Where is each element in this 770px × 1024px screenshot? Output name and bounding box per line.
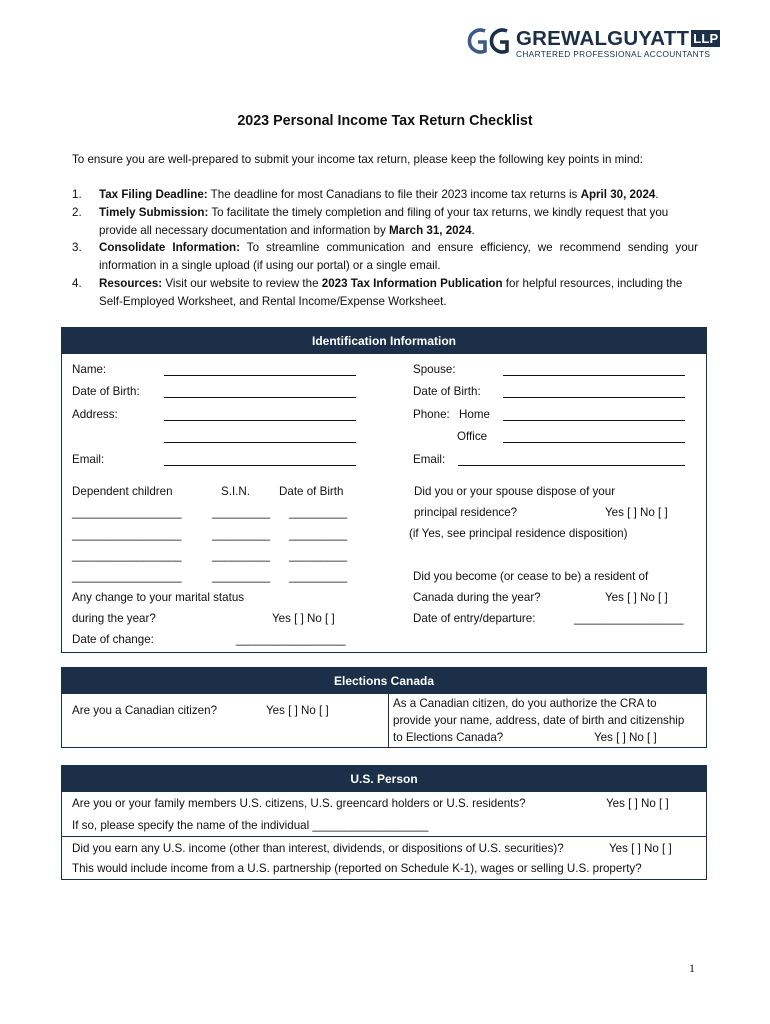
entry-departure-label: Date of entry/departure: (413, 612, 536, 625)
column-divider (388, 694, 389, 748)
us-citizen-yes-no[interactable]: Yes [ ] No [ ] (606, 797, 669, 810)
point-number: 1. (72, 188, 82, 201)
spouse-label: Spouse: (413, 363, 456, 376)
elections-canada-section (61, 667, 707, 748)
dob-field[interactable] (164, 397, 356, 398)
residence-note: (if Yes, see principal residence disposition) (409, 527, 628, 540)
phone-office-label: Office (457, 430, 488, 443)
point-number: 4. (72, 277, 82, 290)
entry-departure-field[interactable]: _________________ (574, 612, 684, 625)
dob-header: Date of Birth (279, 485, 344, 498)
us-person-section (61, 765, 707, 880)
point-number: 2. (72, 206, 82, 219)
citizen-question: Are you a Canadian citizen? (72, 704, 218, 717)
point-number: 3. (72, 241, 82, 254)
spouse-dob-label: Date of Birth: (413, 385, 481, 398)
date-of-change-field[interactable]: _________________ (236, 633, 346, 646)
resident-question-2: Canada during the year? (413, 591, 541, 604)
name-field[interactable] (164, 375, 356, 376)
email-label: Email: (72, 453, 105, 466)
dependent-sin-field[interactable]: _________ (212, 528, 271, 541)
point-text: Timely Submission: To facilitate the timely completion and filing of your tax returns, we kindly request that you provide all necessary documentation and information by March 31, 2024. (99, 206, 669, 237)
dependent-name-field[interactable]: _________________ (72, 549, 182, 562)
resident-question: Did you become (or cease to be) a resident of (413, 570, 649, 583)
spouse-dob-field[interactable] (503, 397, 685, 398)
page-title: 2023 Personal Income Tax Return Checklist (237, 113, 533, 129)
firm-name: GREWALGUYATT LLP (516, 27, 719, 50)
gg-logo-icon (466, 24, 512, 58)
intro-text: To ensure you are well-prepared to submit your income tax return, please keep the following key points in mind: (72, 153, 643, 166)
point-text: Resources: Visit our website to review the 2023 Tax Information Publication for helpful resources, including the Self-Employed Worksheet, and Rental Income/Expense Worksheet. (99, 277, 683, 308)
phone-label: Phone: (413, 408, 450, 421)
spouse-email-label: Email: (413, 453, 446, 466)
marital-change-question-2: during the year? (72, 612, 156, 625)
dependent-name-field[interactable]: _________________ (72, 528, 182, 541)
dependent-dob-field[interactable]: _________ (289, 506, 348, 519)
address-label: Address: (72, 408, 118, 421)
dependents-header: Dependent children (72, 485, 173, 498)
phone-office-field[interactable] (503, 442, 685, 443)
dependent-sin-field[interactable]: _________ (212, 549, 271, 562)
authorize-question-3: to Elections Canada? (393, 731, 504, 744)
dob-label: Date of Birth: (72, 385, 140, 398)
name-label: Name: (72, 363, 107, 376)
sin-header: S.I.N. (221, 485, 250, 498)
spouse-field[interactable] (503, 375, 685, 376)
us-citizen-question: Are you or your family members U.S. citizens, U.S. greencard holders or U.S. residents? (72, 797, 526, 810)
residence-question: Did you or your spouse dispose of your (414, 485, 616, 498)
firm-tagline: CHARTERED PROFESSIONAL ACCOUNTANTS (516, 49, 711, 59)
authorize-yes-no[interactable]: Yes [ ] No [ ] (594, 731, 657, 744)
dependent-sin-field[interactable]: _________ (212, 570, 271, 583)
spouse-email-field[interactable] (458, 465, 685, 466)
resident-yes-no[interactable]: Yes [ ] No [ ] (605, 591, 668, 604)
section-heading: Elections Canada (62, 668, 706, 694)
marital-yes-no[interactable]: Yes [ ] No [ ] (272, 612, 335, 625)
dependent-name-field[interactable]: _________________ (72, 570, 182, 583)
dependent-dob-field[interactable]: _________ (289, 549, 348, 562)
address-field-line-2[interactable] (164, 442, 356, 443)
marital-change-question: Any change to your marital status (72, 591, 245, 604)
dependent-name-field[interactable]: _________________ (72, 506, 182, 519)
us-individual-label: If so, please specify the name of the individual __________________ (72, 819, 429, 832)
email-field[interactable] (164, 465, 356, 466)
us-income-yes-no[interactable]: Yes [ ] No [ ] (609, 842, 672, 855)
authorize-question: As a Canadian citizen, do you authorize the CRA to (393, 697, 657, 710)
firm-llp-badge: LLP (693, 31, 719, 46)
phone-home-label: Home (459, 408, 490, 421)
residence-yes-no[interactable]: Yes [ ] No [ ] (605, 506, 668, 519)
dependent-dob-field[interactable]: _________ (289, 528, 348, 541)
residence-question-2: principal residence? (414, 506, 518, 519)
page-number: 1 (689, 961, 695, 975)
identification-section (61, 327, 707, 653)
us-income-question: Did you earn any U.S. income (other than interest, dividends, or dispositions of U.S. securities)? (72, 842, 564, 855)
dependent-sin-field[interactable]: _________ (212, 506, 271, 519)
row-divider (62, 836, 706, 837)
authorize-question-2: provide your name, address, date of birth and citizenship (393, 714, 685, 727)
section-heading: U.S. Person (62, 766, 706, 792)
point-text: Consolidate Information: To streamline communication and ensure efficiency, we recommend sending your information in a single upload (if using our portal) or a single email. (99, 241, 698, 272)
dependent-dob-field[interactable]: _________ (289, 570, 348, 583)
citizen-yes-no[interactable]: Yes [ ] No [ ] (266, 704, 329, 717)
phone-home-field[interactable] (503, 420, 685, 421)
address-field[interactable] (164, 420, 356, 421)
us-individual-field[interactable]: __________________ (312, 819, 429, 832)
section-heading: Identification Information (62, 328, 706, 354)
date-of-change-label: Date of change: (72, 633, 154, 646)
point-text: Tax Filing Deadline: The deadline for most Canadians to file their 2023 income tax returns is April 30, 2024. (99, 188, 659, 201)
us-income-note: This would include income from a U.S. partnership (reported on Schedule K-1), wages or selling U.S. property? (72, 862, 642, 875)
